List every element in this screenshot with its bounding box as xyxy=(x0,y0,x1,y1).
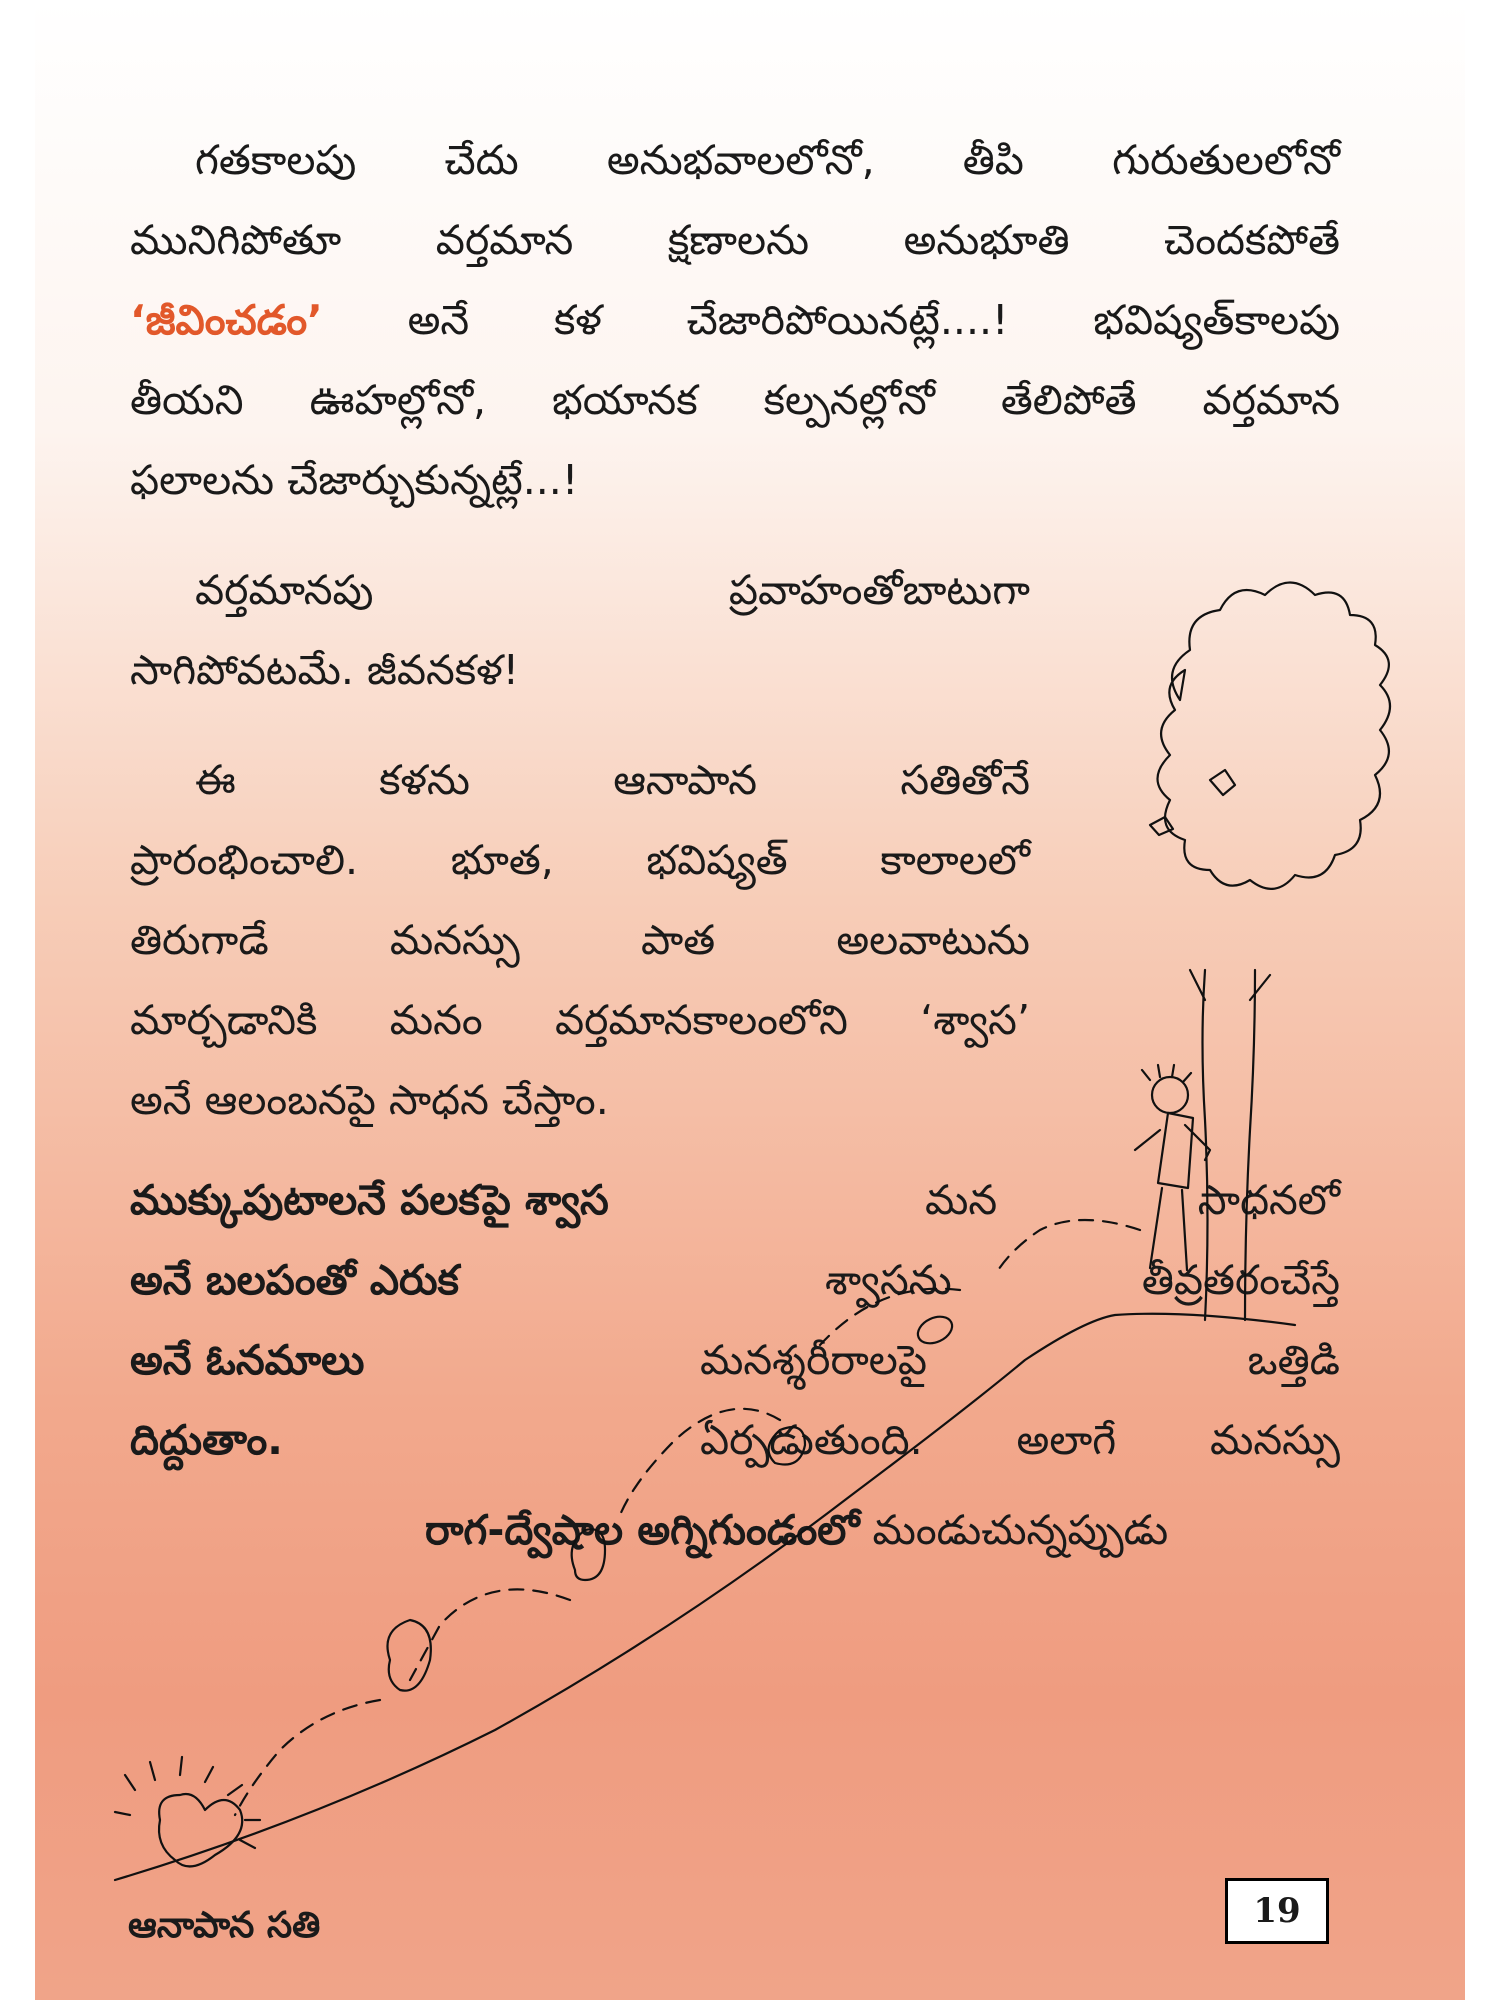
paragraph2-line-2: సాగిపోవటమే. జీవనకళ! xyxy=(130,646,520,694)
paragraph3-line-1: ఈ కళను ఆనాపాన సతితోనే xyxy=(195,756,1030,804)
paragraph3-line-3: తిరుగాడే మనస్సు పాత అలవాటును xyxy=(130,916,1030,964)
left-column-line-3: అనే ఓనమాలు xyxy=(130,1336,365,1384)
paragraph1-line-1: గతకాలపు చేదు అనుభవాలలోనో, తీపి గురుతులలోనో xyxy=(195,136,1340,184)
footer-book-title: ఆనాపాన సతి xyxy=(128,1905,321,1946)
paragraph1-line-3-text: అనే కళ చేజారిపోయినట్లే....! భవిష్యత్‌కాలపు xyxy=(407,296,1340,344)
left-column-line-2: అనే బలపంతో ఎరుక xyxy=(130,1256,459,1304)
paragraph3-line-4: మార్చడానికి మనం వర్తమానకాలంలోని ‘శ్వాస’ xyxy=(130,996,1030,1044)
boy-body xyxy=(1158,1113,1193,1188)
right-column-line-4: ఏర్పడుతుంది. అలాగే మనస్సు xyxy=(700,1416,1340,1464)
tree-canopy xyxy=(1158,583,1391,889)
left-column-line-4: దిద్దుతాం. xyxy=(130,1416,283,1464)
ground-slope xyxy=(115,1314,1295,1880)
paragraph3-line-2: ప్రారంభించాలి. భూత, భవిష్యత్ కాలాలలో xyxy=(130,836,1030,884)
right-column-line-3: మనశ్శరీరాలపై ఒత్తిడి xyxy=(700,1336,1340,1384)
paragraph1-line-2: మునిగిపోతూ వర్తమాన క్షణాలను అనుభూతి చెందకపోతే xyxy=(130,216,1340,264)
highlight-word: ‘జీవించడం’ xyxy=(130,296,323,344)
paragraph3-line-5: అనే ఆలంబనపై సాధన చేస్తాం. xyxy=(130,1076,609,1124)
last-line-bold: రాగ-ద్వేషాల అగ్నిగుండంలో xyxy=(425,1506,860,1554)
page-number: 19 xyxy=(1225,1878,1329,1944)
paragraph2-line-1: వర్తమానపు ప్రవాహంతోబాటుగా xyxy=(195,566,1030,614)
left-column-line-1: ముక్కుపుటాలనే పలకపై శ్వాస xyxy=(130,1176,609,1224)
right-column-line-2: శ్వాసను తీవ్రతరంచేస్తే xyxy=(825,1256,1340,1304)
paragraph1-line-5: ఫలాలను చేజార్చుకున్నట్లే...! xyxy=(130,456,579,504)
last-line-rest: మండుచున్నప్పుడు xyxy=(872,1506,1169,1554)
paragraph1-line-4: తీయని ఊహల్లోనో, భయానక కల్పనల్లోనో తేలిపోతే వర్తమాన xyxy=(130,376,1340,424)
landing-heart xyxy=(159,1794,242,1866)
right-column-line-1: మన సాధనలో xyxy=(925,1176,1340,1224)
